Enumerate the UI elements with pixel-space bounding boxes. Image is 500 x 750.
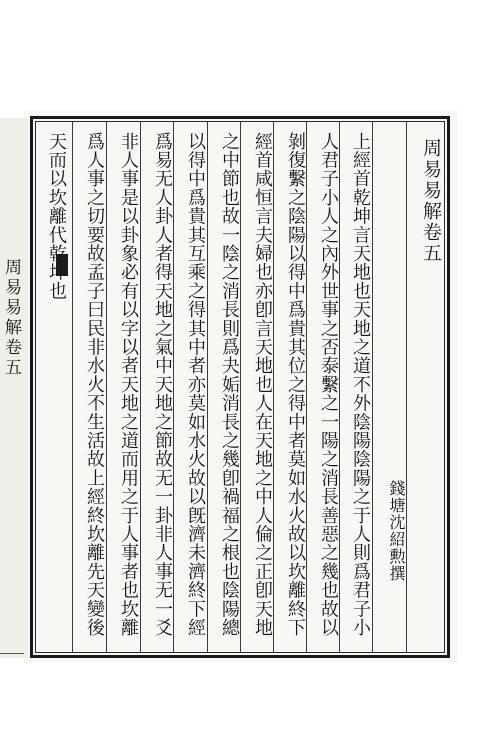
margin-volume: 卷五 (1, 338, 21, 378)
chapter-title: 周易易解卷五 (420, 138, 442, 264)
book-margin-edge (0, 118, 28, 658)
text-column-5: 之中節也故一陰之消長則爲夬姤消長之幾卽禍福之根也陰陽總 (219, 132, 240, 637)
text-column-1: 上經首乾坤言天地也天地之道不外陰陽陰陽之于人則爲君子小 (350, 132, 371, 637)
margin-label: 周易易解 (1, 258, 21, 338)
author-line: 錢塘沈紹勲撰 (387, 480, 406, 582)
text-column-6: 以得中爲貴其互乘之得其中者亦莫如水火故以旣濟未濟終下經 (185, 132, 206, 637)
text-column-7: 爲易无人卦人者得天地之氣中天地之節故无一卦非人事无一爻 (152, 132, 173, 637)
text-column-3: 剝復繫之陰陽以得中爲貴其位之得中者莫如水火故以坎離終下 (285, 132, 306, 637)
text-column-9: 爲人事之切要故孟子曰民非水火不生活故上經終坎離先天變後 (84, 132, 105, 637)
text-column-4: 經首咸恒言夫婦也亦卽言天地也人在天地之中人倫之正卽天地 (252, 132, 273, 637)
fold-line (0, 653, 24, 654)
text-column-10: 天而以坎離代乾坤也 (46, 132, 67, 301)
text-column-2: 人君子小人之內外世事之否泰繫之一陽之消長善惡之幾也故以 (318, 132, 339, 637)
text-column-8: 非人事是以卦象必有以字以者天地之道而用之于人事者也坎離 (118, 132, 139, 637)
